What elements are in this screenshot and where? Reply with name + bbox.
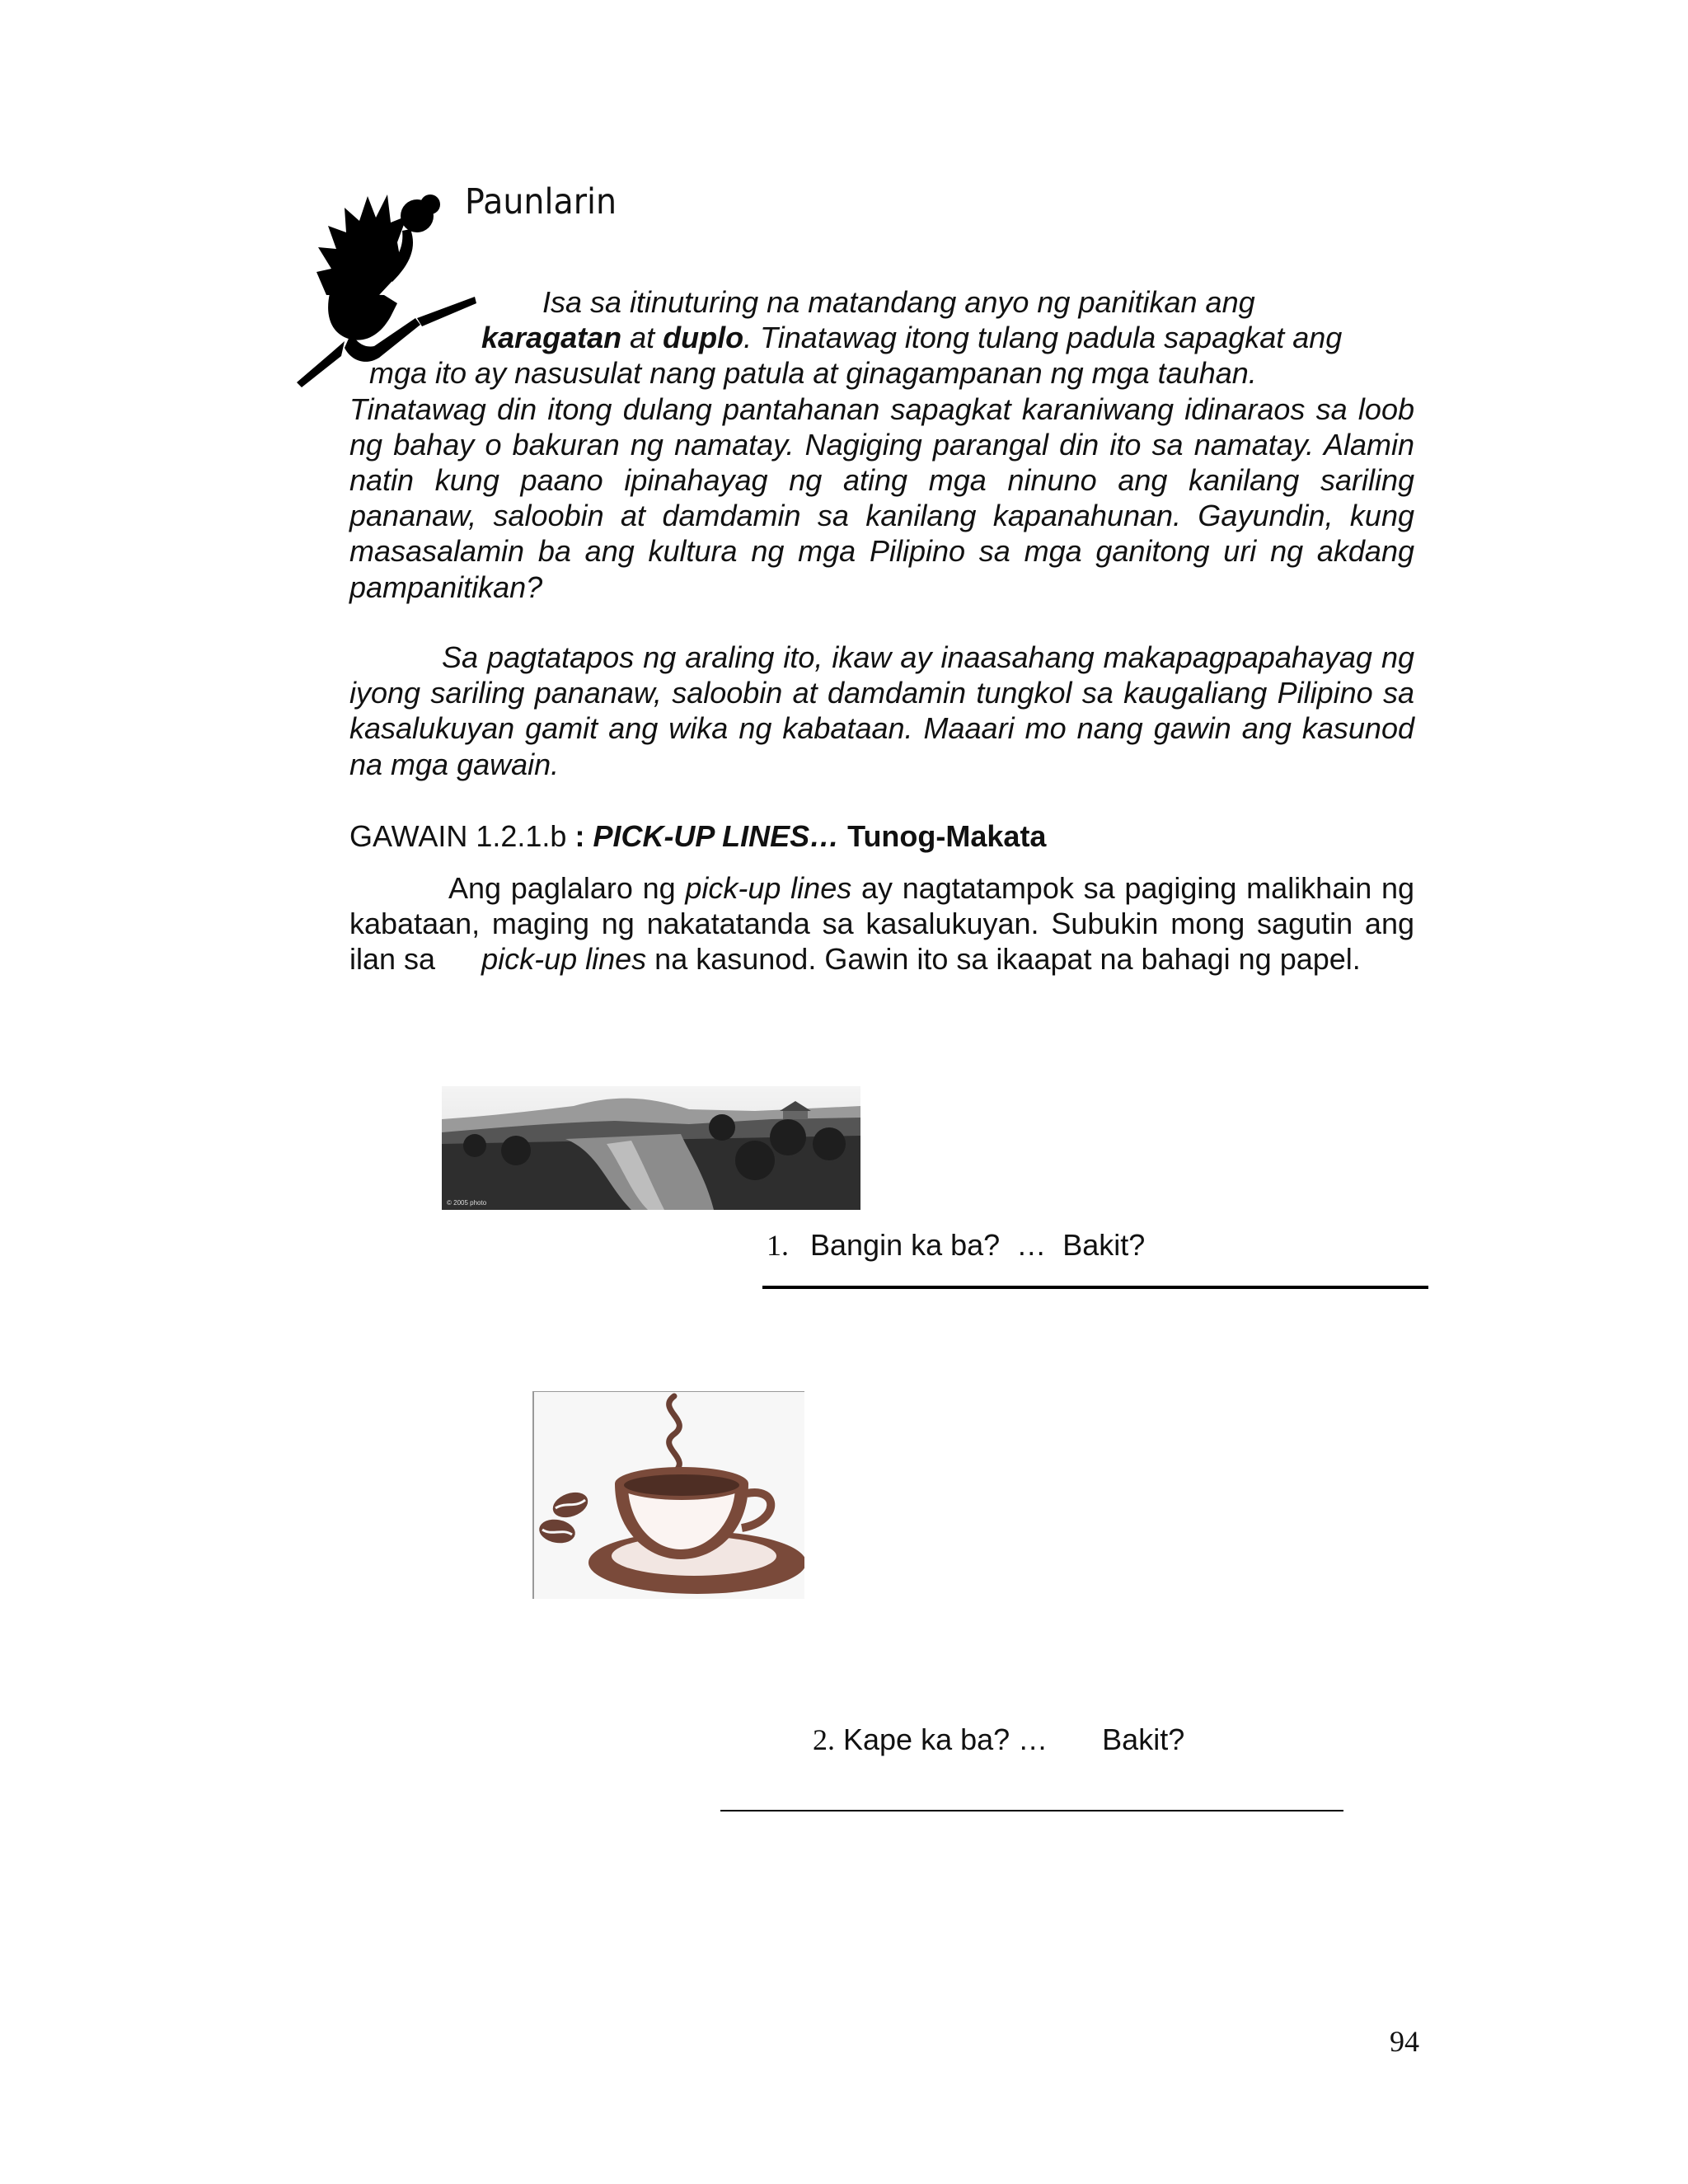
intro-line-2: karagatan at duplo. Tinatawag itong tulang padula sapagkat ang xyxy=(481,321,1343,355)
intro-paragraph-1 xyxy=(349,284,1414,605)
answer-line-2[interactable] xyxy=(720,1810,1343,1811)
intro-rest: Tinatawag din itong dulang pantahanan sapagkat karaniwang idinaraos sa loob ng bahay o bakuran ng namatay. Nagiging parangal din ito sa namatay. Alamin natin kung paano ipinahayag ng ating mga ninuno ang kanilang sariling pananaw, saloobin at damdamin sa kanilang kapanahunan. Gayundin, kung masasalamin ba ang kultura ng mga Pilipino sa mga ganitong uri ng akdang pampanitikan? xyxy=(349,391,1414,604)
coffee-cup-icon xyxy=(532,1391,804,1599)
activity-heading: GAWAIN 1.2.1.b : PICK-UP LINES… Tunog-Makata xyxy=(349,819,1047,853)
answer-line-1[interactable] xyxy=(762,1286,1428,1289)
activity-paragraph: Ang paglalaro ng pick-up lines ay nagtatampok sa pagiging malikhain ng kabataan, maging ng nakatatanda sa kasalukuyan. Subukin mong sagutin ang ilan sa pick-up lines na kasunod. Gawin ito sa ikaapat na bahagi ng papel. xyxy=(349,871,1415,977)
activity-title: PICK-UP LINES… xyxy=(593,819,840,853)
term-duplo: duplo xyxy=(663,321,744,355)
question-2: 2. Kape ka ba? … Bakit? xyxy=(813,1722,1185,1756)
intro-line-3: mga ito ay nasusulat nang patula at ginagampanan ng mga tauhan. xyxy=(369,356,1257,391)
ravine-photo xyxy=(442,1086,860,1210)
question-1: 1. Bangin ka ba? … Bakit? xyxy=(767,1228,1146,1262)
page-number: 94 xyxy=(1390,2025,1419,2058)
term-karagatan: karagatan xyxy=(481,321,622,355)
section-title: Paunlarin xyxy=(465,181,617,223)
photo-watermark: © 2005 photo xyxy=(447,1199,487,1207)
intro-line-1: Isa sa itinuturing na matandang anyo ng panitikan ang xyxy=(542,285,1255,319)
intro-paragraph-2: Sa pagtatapos ng araling ito, ikaw ay inaasahang makapagpapahayag ng iyong sariling pananaw, saloobin at damdamin tungkol sa kaugaliang Pilipino sa kasalukuyan gamit ang wika ng kabataan. Maaari mo nang gawin ang kasunod na mga gawain. xyxy=(349,640,1414,781)
